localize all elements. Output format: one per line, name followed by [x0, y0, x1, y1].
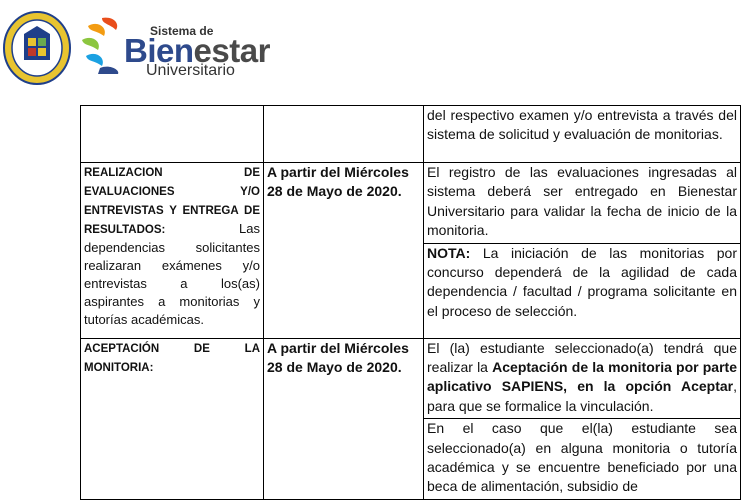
- note-label: NOTA:: [427, 244, 471, 261]
- note-cell: [424, 243, 741, 338]
- date-cell: A partir del Miércoles 28 de Mayo de 2020.: [264, 338, 424, 499]
- note-text: La iniciación de las monitorias por concurso dependerá de la agilidad de cada dependencia / facultad / programa solicitante en el proceso de selección.: [427, 244, 738, 319]
- description-cell: En el caso que el(la) estudiante sea seleccionado(a) en alguna monitoria o tutoría académica y se encuentre beneficiado por una beca de alimentación, subsidio de: [424, 419, 741, 500]
- table-row: [81, 163, 741, 244]
- activity-cell: [81, 338, 264, 499]
- activity-title: ACEPTACIÓN DE LA MONITORIA:: [84, 342, 260, 374]
- activity-cell: [81, 163, 264, 339]
- swirl-logo-icon: [80, 14, 126, 74]
- activity-cell: [81, 106, 264, 163]
- table-row: [81, 338, 741, 419]
- acceptance-text-bold: Aceptación de la monitoria por parte aplicativo SAPIENS, en la opción Aceptar: [427, 359, 737, 395]
- date-cell: A partir del Miércoles 28 de Mayo de 2020.: [264, 163, 424, 339]
- activity-text: Las dependencias solicitantes realizaran exámenes y/o entrevistas a los(as) aspirantes a monitorias y tutorías académicas.: [84, 221, 260, 327]
- table-row: [81, 106, 741, 163]
- acceptance-text-pre: El (la) estudiante seleccionado(a) tendrá que realizar la: [427, 339, 737, 376]
- schedule-table: [80, 105, 741, 500]
- logo-line-universitario: Universitario: [146, 62, 235, 79]
- activity-title: REALIZACION DE EVALUACIONES Y/O ENTREVISTAS Y ENTREGA DE RESULTADOS:: [84, 167, 260, 236]
- bienestar-logo: [80, 14, 270, 80]
- logo-estar: estar: [193, 32, 270, 69]
- date-cell: [264, 106, 424, 163]
- acceptance-text-post: , para que se formalice la vinculación.: [427, 378, 737, 414]
- logo-bien: Bien: [124, 32, 194, 69]
- description-cell: del respectivo examen y/o entrevista a través del sistema de solicitud y evaluación de monitorias.: [424, 106, 741, 163]
- description-cell: El registro de las evaluaciones ingresadas al sistema deberá ser entregado en Bienestar Universitario para validar la fecha de inicio de la monitoria.: [424, 163, 741, 244]
- university-seal-logo: [2, 10, 72, 86]
- logo-line-sistema: Sistema de: [150, 24, 214, 38]
- description-cell: [424, 338, 741, 419]
